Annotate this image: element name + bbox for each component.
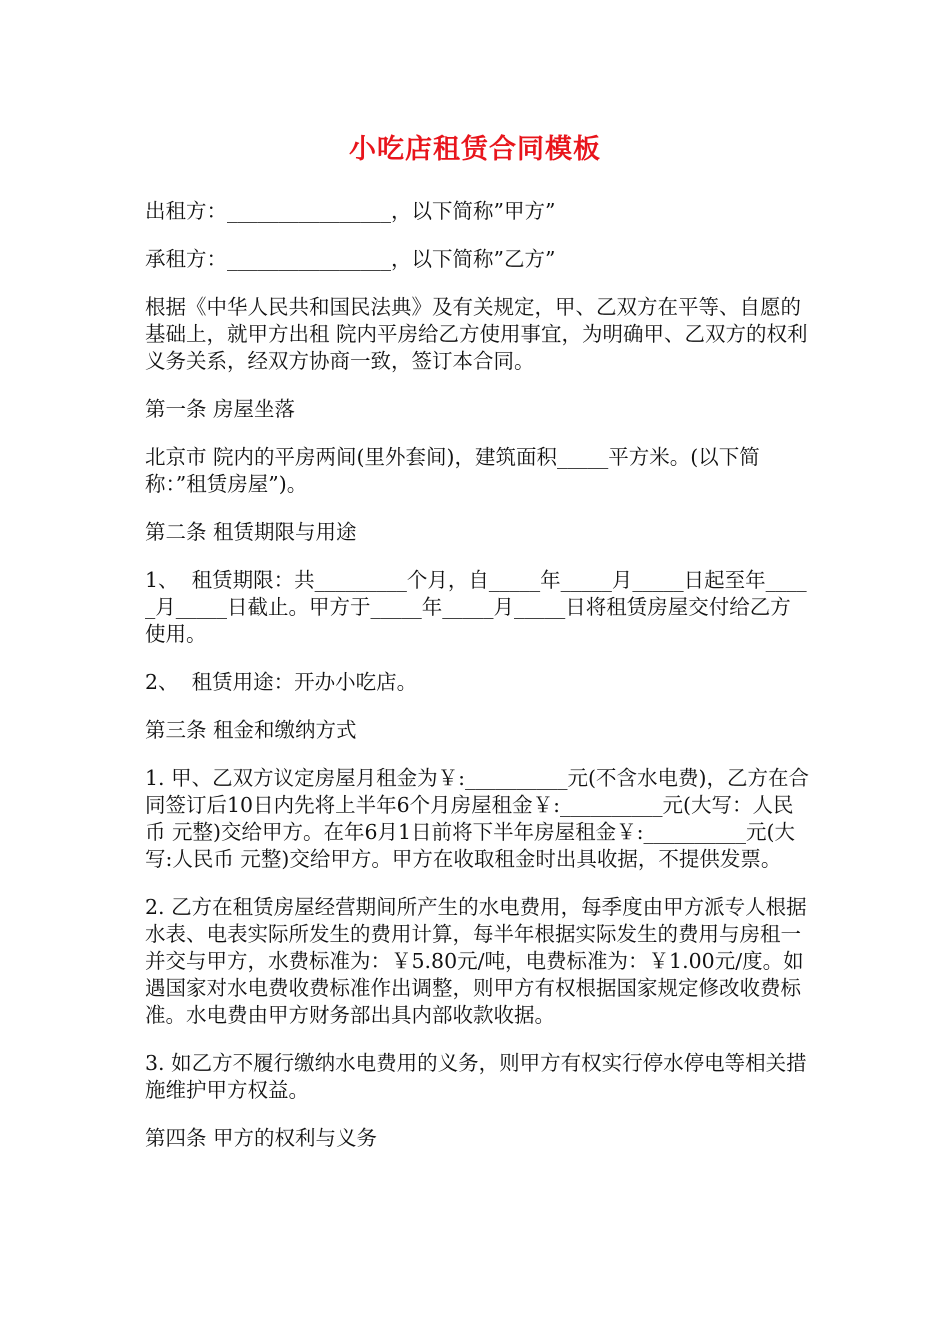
article-2-item-1: 1、 租赁期限：共_________个月，自_____年_____月_____日起至年_____月_____日截止。甲方于_____年_____月_____日将租赁房屋交付给乙方使用。 — [145, 568, 807, 646]
preamble-paragraph: 根据《中华人民共和国民法典》及有关规定，甲、乙双方在平等、自愿的基础上，就甲方出租 院内平房给乙方使用事宜，为明确甲、乙双方的权利义务关系，经双方协商一致，签订本合同。 — [145, 295, 808, 373]
lessor-line: 出租方：________________，以下简称”甲方” — [145, 199, 556, 223]
lessee-line: 承租方：________________，以下简称”乙方” — [145, 247, 556, 271]
article-4-heading: 第四条 甲方的权利与义务 — [145, 1126, 378, 1150]
article-3-item-1: 1. 甲、乙双方议定房屋月租金为￥:__________元(不含水电费)，乙方在合同签订后10日内先将上半年6个月房屋租金￥:__________元(大写：人民币 元整)交给甲方。在年6月1日前将下半年房屋租金￥:__________元(大写:人民币 元整)交给甲方。甲方在收取租金时出具收据，不提供发票。 — [145, 766, 809, 871]
article-1-paragraph: 北京市 院内的平房两间(里外套间)，建筑面积_____平方米。(以下简称：”租赁房屋”)。 — [145, 445, 760, 496]
article-3-heading: 第三条 租金和缴纳方式 — [145, 718, 357, 742]
document-body — [145, 198, 810, 1173]
document-title: 小吃店租赁合同模板 — [349, 134, 601, 165]
article-3-item-3: 3. 如乙方不履行缴纳水电费用的义务，则甲方有权实行停水停电等相关措施维护甲方权益。 — [145, 1051, 807, 1102]
article-1-heading: 第一条 房屋坐落 — [145, 397, 296, 421]
article-3-item-2: 2. 乙方在租赁房屋经营期间所产生的水电费用，每季度由甲方派专人根据水表、电表实际所发生的费用计算，每半年根据实际发生的费用与房租一并交与甲方，水费标准为：￥5.80元/吨，电费标准为：￥1.00元/度。如遇国家对水电费收费标准作出调整，则甲方有权根据国家规定修改收费标准。水电费由甲方财务部出具内部收款收据。 — [145, 895, 807, 1027]
article-2-item-2: 2、 租赁用途：开办小吃店。 — [145, 670, 418, 694]
article-2-heading: 第二条 租赁期限与用途 — [145, 520, 357, 544]
